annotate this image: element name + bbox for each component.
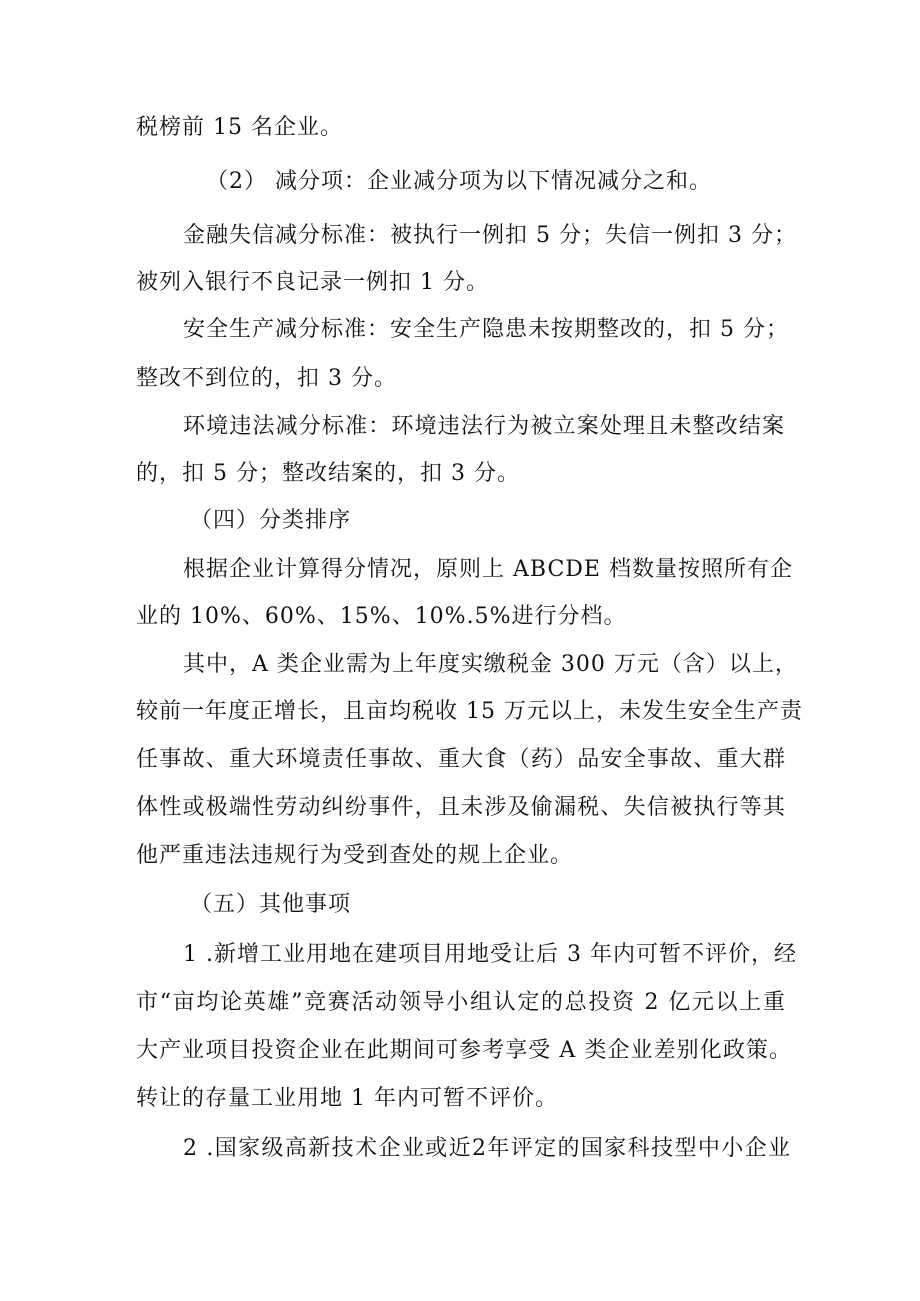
text-line: 体性或极端性劳动纠纷事件，且未涉及偷漏税、失信被执行等其 bbox=[136, 795, 786, 820]
text-line: 根据企业计算得分情况，原则上 ABCDE 档数量按照所有企 bbox=[183, 557, 793, 582]
text-line: 金融失信减分标准：被执行一例扣 5 分；失信一例扣 3 分； bbox=[183, 223, 797, 248]
text-line: 税榜前 15 名企业。 bbox=[136, 115, 343, 140]
text-line: 他严重违法违规行为受到查处的规上企业。 bbox=[136, 843, 574, 868]
text-line: 环境违法减分标准：环境违法行为被立案处理且未整改结案 bbox=[183, 414, 785, 439]
text-line: 任事故、重大环境责任事故、重大食（药）品安全事故、重大群 bbox=[136, 747, 786, 772]
text-line: 大产业项目投资企业在此期间可参考享受 A 类企业差别化政策。 bbox=[136, 1038, 792, 1063]
text-line: 1 .新增工业用地在建项目用地受让后 3 年内可暂不评价，经 bbox=[183, 942, 797, 967]
text-line: 其中，A 类企业需为上年度实缴税金 300 万元（含）以上， bbox=[183, 652, 798, 677]
text-line: 整改不到位的，扣 3 分。 bbox=[136, 366, 397, 391]
section-heading: （五）其他事项 bbox=[190, 892, 352, 917]
section-heading: （四）分类排序 bbox=[190, 508, 352, 533]
text-line: 被列入银行不良记录一例扣 1 分。 bbox=[136, 270, 489, 295]
text-line: 2 .国家级高新技术企业或近2年评定的国家科技型中小企业 bbox=[183, 1136, 791, 1161]
text-line: 的，扣 5 分；整改结案的，扣 3 分。 bbox=[136, 461, 520, 486]
text-line: 市“亩均论英雄”竞赛活动领导小组认定的总投资 2 亿元以上重 bbox=[136, 990, 786, 1015]
text-line: （2） 减分项：企业减分项为以下情况减分之和。 bbox=[206, 169, 712, 194]
text-line: 安全生产减分标准：安全生产隐患未按期整改的，扣 5 分； bbox=[183, 317, 789, 342]
text-line: 较前一年度正增长，且亩均税收 15 万元以上，未发生安全生产责 bbox=[136, 699, 803, 724]
text-line: 业的 10%、60%、15%、10%.5%进行分档。 bbox=[136, 604, 627, 629]
text-line: 转让的存量工业用地 1 年内可暂不评价。 bbox=[136, 1086, 558, 1111]
